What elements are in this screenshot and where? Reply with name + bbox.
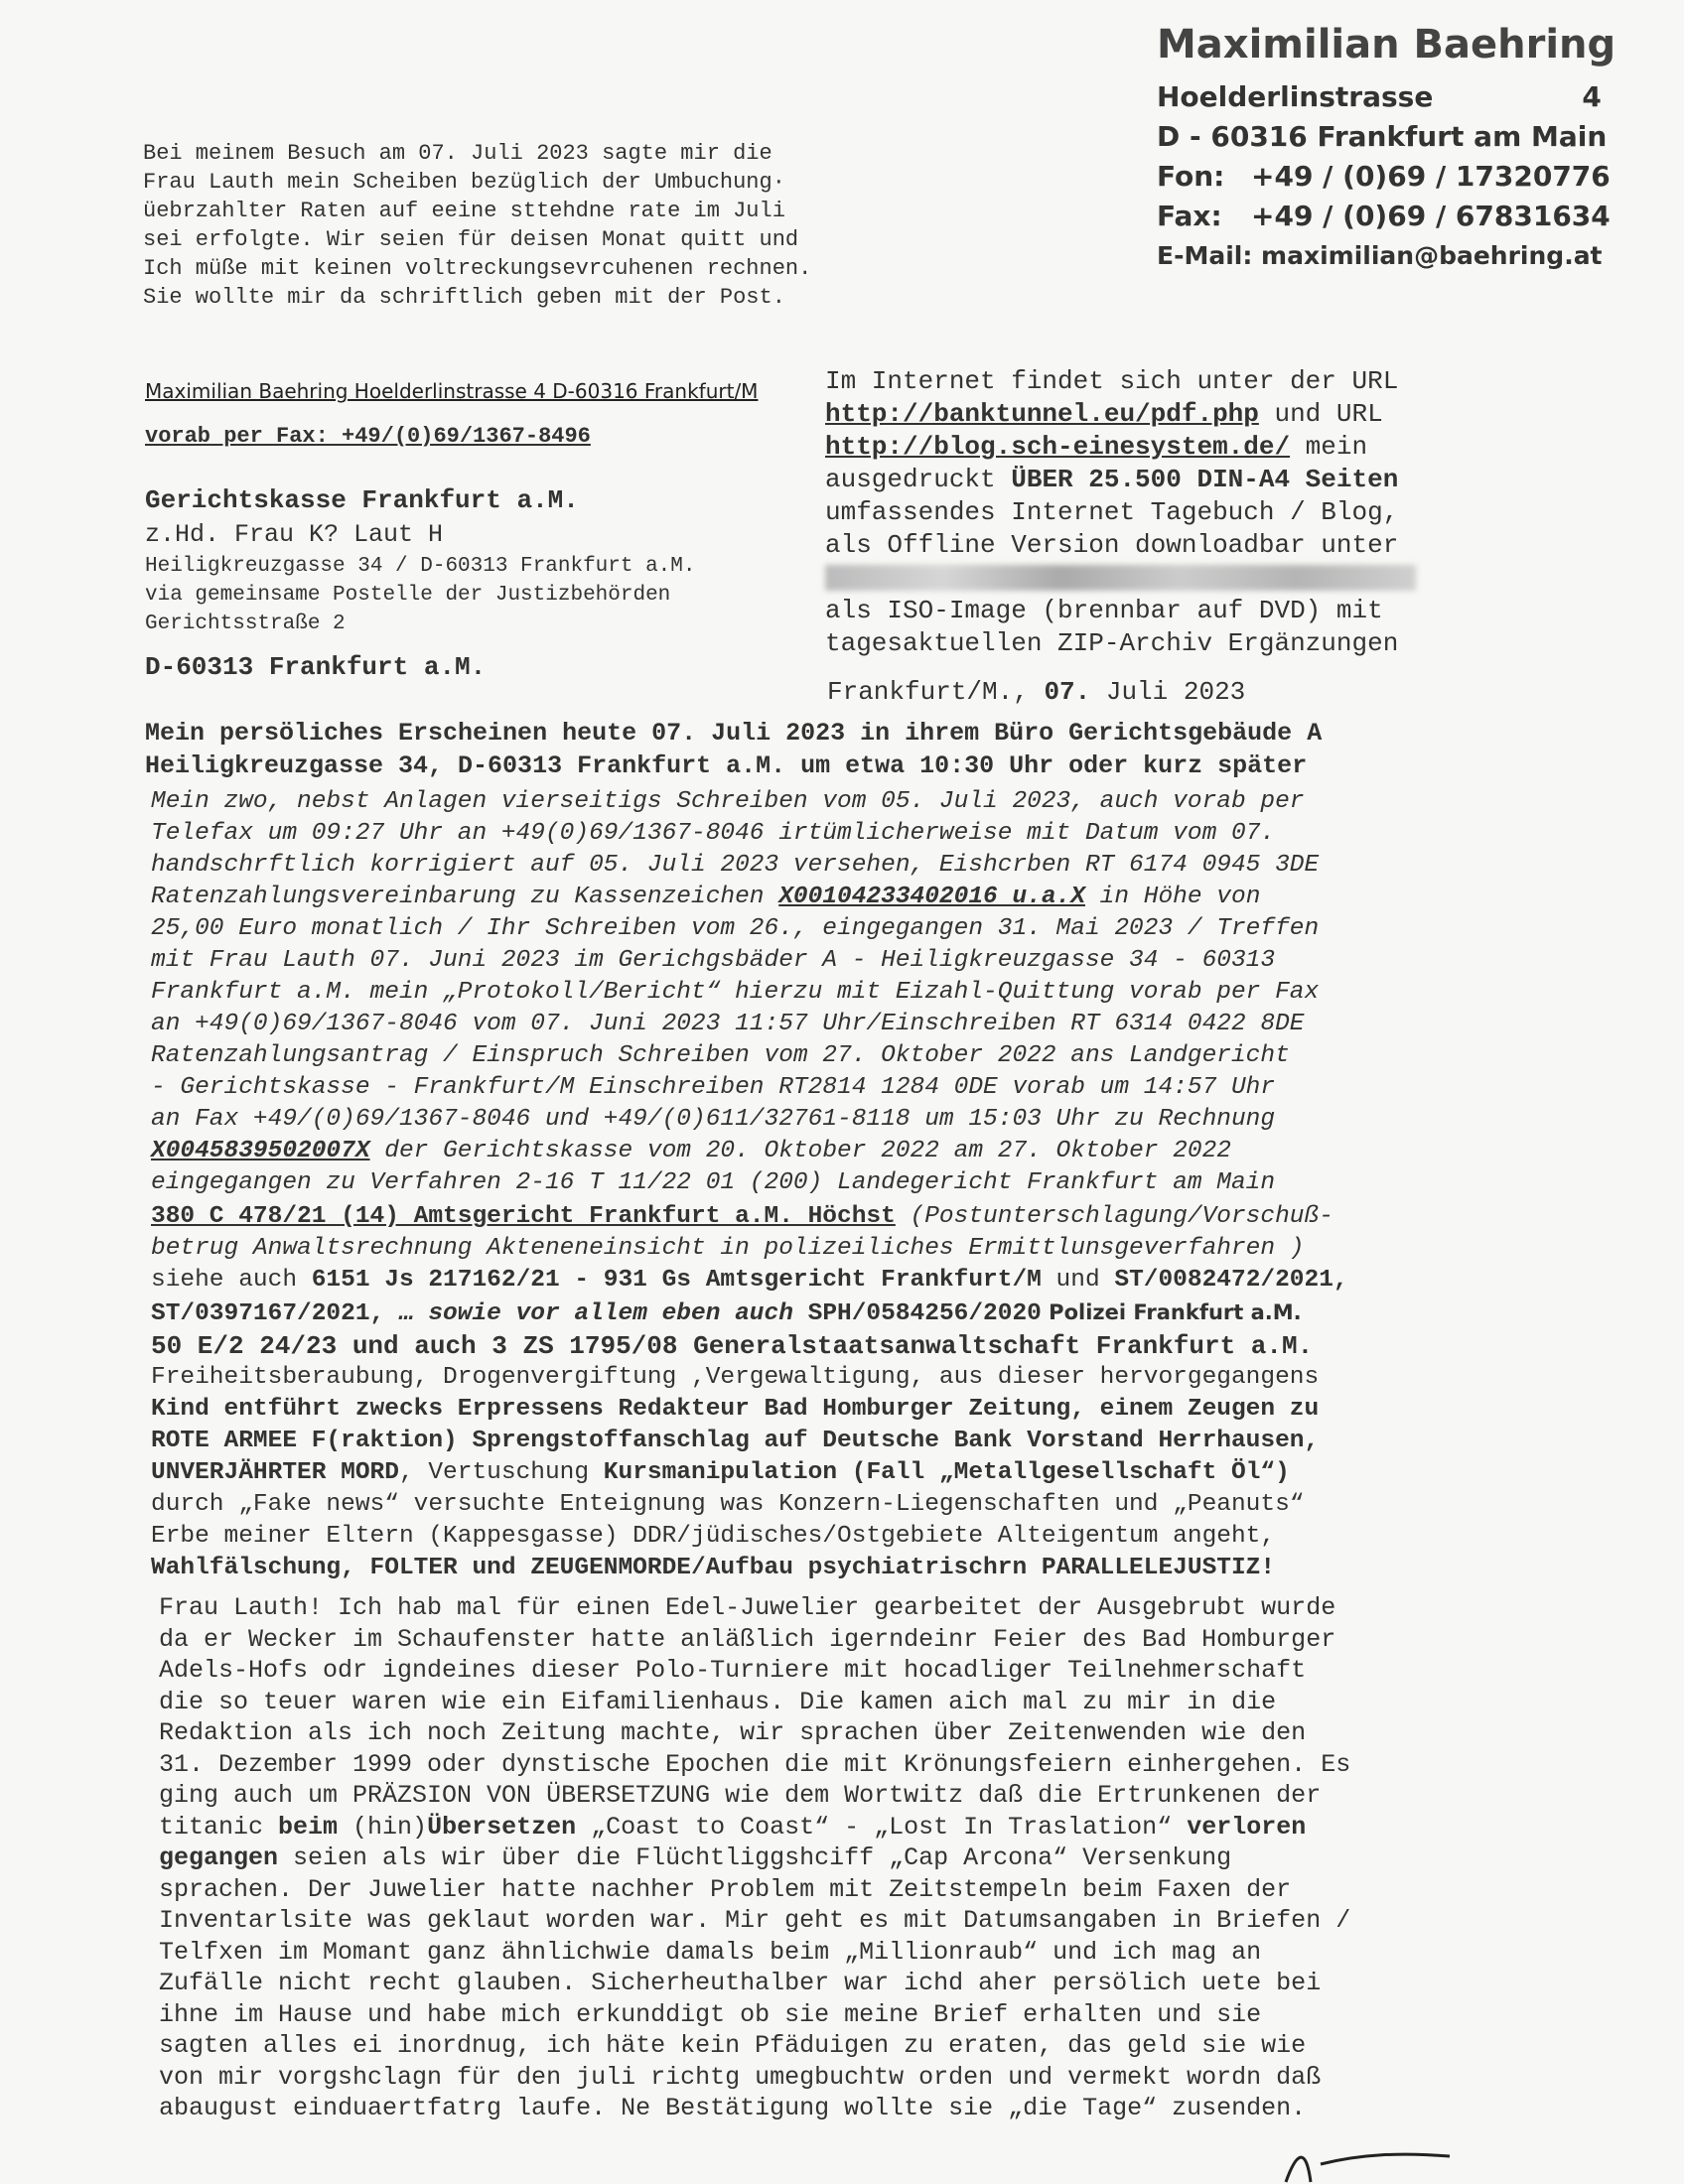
recipient-org: Gerichtskasse Frankfurt a.M. xyxy=(145,485,579,515)
ref-line: handschrftlich korrigiert auf 05. Juli 2023 versehen, Eishcrben RT 6174 0945 3DE xyxy=(151,852,1320,879)
story-line: Redaktion als ich noch Zeitung machte, wir sprachen über Zeitenwenden wie den xyxy=(159,1718,1307,1747)
sender-city: D - 60316 Frankfurt am Main xyxy=(1157,120,1608,153)
story-line: die so teuer waren wie ein Eifamilienhaus. Die kamen aich mal zu mir in die xyxy=(159,1687,1277,1716)
letter-date: Frankfurt/M., 07. Juli 2023 xyxy=(827,677,1246,707)
ref-line: Telefax um 09:27 Uhr an +49(0)69/1367-8046 irtümlicherweise mit Datum vom 07. xyxy=(151,820,1276,847)
internet-line: als ISO-Image (brennbar auf DVD) mit xyxy=(825,596,1383,625)
fon-number: +49 / (0)69 / 17320776 xyxy=(1251,160,1611,193)
internet-info: Im Internet findet sich unter der URL http://banktunnel.eu/pdf.php und URL http://blog.sch-einesystem.de/ mein ausgedruckt ÜBER 25.500 DIN-A4 Seiten umfassendes Internet Tagebuch / Blog, als Offline Version downloadbar unter als ISO-Image (brennbar auf DVD) mit tagesaktuellen ZIP-Archiv Ergänzungen xyxy=(825,365,1416,660)
story-line: von mir vorgshclagn für den juli richtg umegbuchtw orden und vermekt wordn daß xyxy=(159,2062,1322,2092)
note-line: Frau Lauth mein Scheiben bezüglich der Umbuchung· xyxy=(143,170,785,195)
recipient-attn: z.Hd. Frau K? Laut H xyxy=(145,520,444,549)
subject xyxy=(145,717,1322,782)
ref-line: eingegangen zu Verfahren 2-16 T 11/22 01 (200) Landegericht Frankfurt am Main xyxy=(151,1169,1276,1196)
story-line: sagten alles ei inordnug, ich häte kein Pfäduigen zu eraten, das geld sie wie xyxy=(159,2031,1307,2060)
story-line: Adels-Hofs odr igndeines dieser Polo-Turniere mit hocadliger Teilnehmerschaft xyxy=(159,1656,1307,1685)
story-line: Zufälle nicht recht glauben. Sicherheuthalber war ichd aher persölich uete bei xyxy=(159,1969,1322,1997)
story-line: Telfxen im Momant ganz ähnlichwie damals beim „Millionraub“ und ich mag an xyxy=(159,1937,1262,1967)
recipient-city: D-60313 Frankfurt a.M. xyxy=(145,652,487,682)
ref-line: ROTE ARMEE F(raktion) Sprengstoffanschlag auf Deutsche Bank Vorstand Herrhausen, xyxy=(151,1428,1320,1454)
sender-address xyxy=(1157,77,1611,276)
story-line: Inventarlsite was geklaut worden war. Mir geht es mit Datumsangaben in Briefen / xyxy=(159,1906,1351,1935)
internet-line: Im Internet findet sich unter der URL xyxy=(825,366,1399,396)
story-line: sprachen. Der Juwelier hatte nachher Problem mit Zeitstempeln beim Faxen der xyxy=(159,1874,1292,1904)
note-line: sei erfolgte. Wir seien für deisen Monat quitt und xyxy=(143,227,799,252)
ref-line: - Gerichtskasse - Frankfurt/M Einschreiben RT2814 1284 0DE vorab um 14:57 Uhr xyxy=(151,1074,1276,1101)
ref-line: Freiheitsberaubung, Drogenvergiftung ,Vergewaltigung, aus dieser hervorgegangens xyxy=(151,1364,1320,1391)
blog-url-link[interactable]: http://blog.sch-einesystem.de/ xyxy=(825,432,1291,462)
subject-line: Mein persöliches Erscheinen heute 07. Juli 2023 in ihrem Büro Gerichtsgebäude A xyxy=(145,719,1323,748)
recipient-addr3: Gerichtsstraße 2 xyxy=(145,613,346,635)
case-reference: 380 C 478/21 (14) Amtsgericht Frankfurt a.M. Höchst xyxy=(151,1203,896,1230)
visit-note xyxy=(143,139,811,312)
internet-line: umfassendes Internet Tagebuch / Blog, xyxy=(825,497,1399,527)
note-line: Sie wollte mir da schriftlich geben mit der Post. xyxy=(143,285,785,310)
ref-line: Ratenzahlungsantrag / Einspruch Schreiben vom 27. Oktober 2022 ans Landgericht xyxy=(151,1042,1290,1069)
story-line: da er Wecker im Schaufenster hatte anläßlich igerndeinr Feier des Bad Homburger xyxy=(159,1624,1336,1654)
recipient-addr1: Heiligkreuzgasse 34 / D-60313 Frankfurt a.M. xyxy=(145,555,696,578)
recipient-address xyxy=(145,482,696,682)
note-line: üebrzahlter Raten auf eeine sttehdne rate im Juli xyxy=(143,199,785,223)
story-line: 31. Dezember 1999 oder dynstische Epochen die mit Krönungsfeiern einhergehen. Es xyxy=(159,1749,1351,1779)
story-line: Frau Lauth! Ich hab mal für einen Edel-Juwelier gearbeitet der Ausgebrubt wurde xyxy=(159,1593,1336,1622)
sender-street: Hoelderlinstrasse xyxy=(1157,80,1434,113)
sender-email: E-Mail: maximilian@baehring.at xyxy=(1157,241,1603,270)
invoice-reference: X0045839502007X xyxy=(151,1138,370,1164)
ref-line: an Fax +49/(0)69/1367-8046 und +49/(0)611/32761-8118 um 15:03 Uhr zu Rechnung xyxy=(151,1106,1276,1133)
ref-line: 25,00 Euro monatlich / Ihr Schreiben vom 26., eingegangen 31. Mai 2023 / Treffen xyxy=(151,915,1320,942)
fon-label: Fon: xyxy=(1157,160,1225,193)
ref-line: mit Frau Lauth 07. Juni 2023 im Gerichgsbäder A - Heiligkreuzgasse 34 - 60313 xyxy=(151,947,1276,974)
cash-reference: X00104233402016 u.a.X xyxy=(778,884,1085,910)
ref-line: Frankfurt a.M. mein „Protokoll/Bericht“ hierzu mit Eizahl-Quittung vorab per Fax xyxy=(151,979,1320,1006)
ref-line: Kind entführt zwecks Erpressens Redakteur Bad Homburger Zeitung, einem Zeugen zu xyxy=(151,1396,1320,1423)
fax-notice: vorab per Fax: +49/(0)69/1367-8496 xyxy=(145,424,591,449)
subject-line: Heiligkreuzgasse 34, D-60313 Frankfurt a.M. um etwa 10:30 Uhr oder kurz später xyxy=(145,751,1308,780)
ref-line: an +49(0)69/1367-8046 vom 07. Juni 2023 11:57 Uhr/Einschreiben RT 6314 0422 8DE xyxy=(151,1011,1305,1037)
sender-name: Maximilian Baehring xyxy=(1157,22,1616,68)
references: Mein zwo, nebst Anlagen vierseitigs Schreiben vom 05. Juli 2023, auch vorab per Telefax um 09:27 Uhr an +49(0)69/1367-8046 irtümlicherweise mit Datum vom 07. handschrftlich korrigiert auf 05. Juli 2023 versehen, Eishcrben RT 6174 0945 3DE Ratenzahlungsvereinbarung zu Kassenzeichen X00104233402016 u.a.X in Höhe von 25,00 Euro monatlich / Ihr Schreiben vom 26., eingegangen 31. Mai 2023 / Treffen mit Frau Lauth 07. Juni 2023 im Gerichgsbäder A - Heiligkreuzgasse 34 - 60313 Frankfurt a.M. mein „Protokoll/Bericht“ hierzu mit Eizahl-Quittung vorab per Fax an +49(0)69/1367-8046 vom 07. Juni 2023 11:57 Uhr/Einschreiben RT 6314 0422 8DE Ratenzahlungsantrag / Einspruch Schreiben vom 27. Oktober 2022 ans Landgericht - Gerichtskasse - Frankfurt/M Einschreiben RT2814 1284 0DE vorab um 14:57 Uhr an Fax +49/(0)69/1367-8046 und +49/(0)611/32761-8118 um 15:03 Uhr zu Rechnung X0045839502007X der Gerichtskasse vom 20. Oktober 2022 am 27. Oktober 2022 eingegangen zu Verfahren 2-16 T 11/22 01 (200) Landegericht Frankfurt am Main 380 C 478/21 (14) Amtsgericht Frankfurt a.M. Höchst (Postunterschlagung/Vorschuß- betrug Anwaltsrechnung Akteneneinsicht in polizeiliches Ermittlunsgeverfahren ) siehe auch 6151 Js 217162/21 - 931 Gs Amtsgericht Frankfurt/M und ST/0082472/2021, ST/0397167/2021, … sowie vor allem eben auch SPH/0584256/2020 Polizei Frankfurt a.M. 50 E/2 24/23 und auch 3 ZS 1795/08 Generalstaatsanwaltschaft Frankfurt a.M. Freiheitsberaubung, Drogenvergiftung ,Vergewaltigung, aus dieser hervorgegangens Kind entführt zwecks Erpressens Redakteur Bad Homburger Zeitung, einem Zeugen zu ROTE ARMEE F(raktion) Sprengstoffanschlag auf Deutsche Bank Vorstand Herrhausen, UNVERJÄHRTER MORD, Vertuschung Kursmanipulation (Fall „Metallgesellschaft Öl“) durch „Fake news“ versuchte Enteignung was Konzern-Liegenschaften und „Peanuts“ Erbe meiner Eltern (Kappesgasse) DDR/jüdisches/Ostgebiete Alteigentum angeht, Wahlfälschung, FOLTER und ZEUGENMORDE/Aufbau psychiatrischrn PARALLELEJUSTIZ! xyxy=(151,786,1348,1584)
ref-line: Wahlfälschung, FOLTER und ZEUGENMORDE/Aufbau psychiatrischrn PARALLELEJUSTIZ! xyxy=(151,1555,1276,1581)
note-line: Ich müße mit keinen voltreckungsevrcuhenen rechnen. xyxy=(143,256,812,281)
signature-mark xyxy=(1281,2134,1460,2184)
story-paragraph: Frau Lauth! Ich hab mal für einen Edel-Juwelier gearbeitet der Ausgebrubt wurde da er Wecker im Schaufenster hatte anläßlich igerndeinr Feier des Bad Homburger Adels-Hofs odr igndeines dieser Polo-Turniere mit hocadliger Teilnehmerschaft die so teuer waren wie ein Eifamilienhaus. Die kamen aich mal zu mir in die Redaktion als ich noch Zeitung machte, wir sprachen über Zeitenwenden wie den 31. Dezember 1999 oder dynstische Epochen die mit Krönungsfeiern einhergehen. Es ging auch um PRÄZSION VON ÜBERSETZUNG wie dem Wortwitz daß die Ertrunkenen der titanic beim (hin)Übersetzen „Coast to Coast“ - „Lost In Traslation“ verloren gegangen seien als wir über die Flüchtliggshciff „Cap Arcona“ Versenkung sprachen. Der Juwelier hatte nachher Problem mit Zeitstempeln beim Faxen der Inventarlsite was geklaut worden war. Mir geht es mit Datumsangaben in Briefen / Telfxen im Momant ganz ähnlichwie damals beim „Millionraub“ und ich mag an Zufälle nicht recht glauben. Sicherheuthalber war ichd aher persölich uete bei ihne im Hause und habe mich erkunddigt ob sie meine Brief erhalten und sie sagten alles ei inordnug, ich häte kein Pfäduigen zu eraten, das geld sie wie von mir vorgshclagn für den juli richtg umegbuchtw orden und vermekt wordn daß abaugust einduaertfatrg laufe. Ne Bestätigung wollte sie „die Tage“ zusenden. xyxy=(159,1593,1351,2122)
story-line: ihne im Hause und habe mich erkunddigt ob sie meine Brief erhalten und sie xyxy=(159,1999,1262,2029)
story-line: abaugust einduaertfatrg laufe. Ne Bestätigung wollte sie „die Tage“ zusenden. xyxy=(159,2094,1307,2122)
page-count: ÜBER 25.500 DIN-A4 Seiten xyxy=(1011,465,1399,494)
fax-label: Fax: xyxy=(1157,200,1222,232)
ref-line: 50 E/2 24/23 und auch 3 ZS 1795/08 Generalstaatsanwaltschaft Frankfurt a.M. xyxy=(151,1331,1314,1361)
note-line: Bei meinem Besuch am 07. Juli 2023 sagte mir die xyxy=(143,141,772,166)
ref-line: durch „Fake news“ versuchte Enteignung was Konzern-Liegenschaften und „Peanuts“ xyxy=(151,1491,1305,1518)
internet-line: tagesaktuellen ZIP-Archiv Ergänzungen xyxy=(825,628,1399,658)
ref-line: betrug Anwaltsrechnung Akteneneinsicht in polizeiliches Ermittlunsgeverfahren ) xyxy=(151,1235,1305,1262)
sender-house-no: 4 xyxy=(1582,80,1602,113)
internet-line: als Offline Version downloadbar unter xyxy=(825,530,1399,560)
blog-url-link[interactable]: http://banktunnel.eu/pdf.php xyxy=(825,399,1259,429)
ref-line: Mein zwo, nebst Anlagen vierseitigs Schreiben vom 05. Juli 2023, auch vorab per xyxy=(151,788,1305,815)
story-line: ging auch um PRÄZSION VON ÜBERSETZUNG wie dem Wortwitz daß die Ertrunkenen der xyxy=(159,1781,1322,1810)
return-address-line: Maximilian Baehring Hoelderlinstrasse 4 D-60316 Frankfurt/M xyxy=(145,379,759,403)
recipient-addr2: via gemeinsame Postelle der Justizbehörden xyxy=(145,584,671,607)
ref-line: Erbe meiner Eltern (Kappesgasse) DDR/jüdisches/Ostgebiete Alteigentum angeht, xyxy=(151,1523,1276,1550)
fax-number: +49 / (0)69 / 67831634 xyxy=(1251,200,1611,232)
blurred-url xyxy=(825,565,1416,591)
